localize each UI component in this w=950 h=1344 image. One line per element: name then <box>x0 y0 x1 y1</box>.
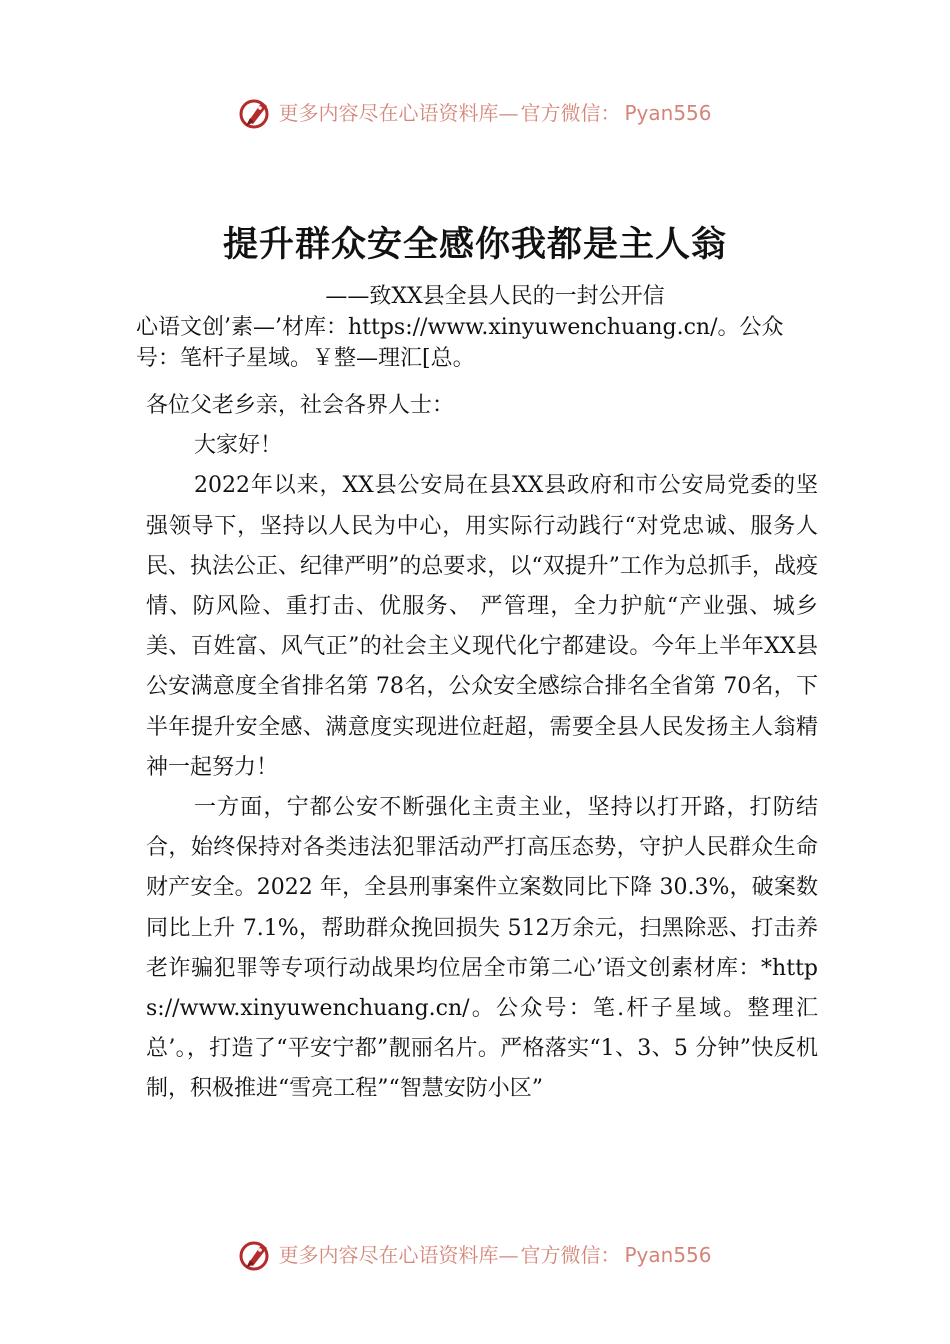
greeting: 大家好！ <box>194 433 283 459</box>
header-banner <box>0 96 950 130</box>
footer-banner <box>0 1238 950 1272</box>
banner-wechat-id: Pyan556 <box>624 1243 712 1267</box>
banner-wechat-label: 官方微信： <box>520 101 621 125</box>
salutation: 各位父老乡亲，社会各界人士： <box>146 393 455 418</box>
source-note: 心语文创’素—’材库：https://www.xinyuwenchuang.cn/。公众号：笔杆子星域。￥整—理汇[总。 <box>136 315 784 371</box>
paragraph: 一方面，宁都公安不断强化主责主业，坚持以打开路，打防结合，始终保持对各类违法犯罪活动严打高压态势，守护人民群众生命财产安全。2022 年，全县刑事案件立案数同比下降 30.3%，破案数同比上升 7.1%，帮助群众挽回损失 512万余元，扫黑除恶、打击养老诈骗犯罪等专项行动战果均位居全市第二心’语文创素材库：*https://www.xinyuwenchuang.cn/。公众号：笔.杆子星域。整理汇总’。，打造了“平安宁都”靓丽名片。严格落实“1、3、5 分钟”快反机制，积极推进“雪亮工程”“智慧安防小区” <box>146 795 818 1102</box>
document-title: 提升群众安全感你我都是主人翁 <box>222 224 727 265</box>
banner-main-text: 更多内容尽在心语资料库— <box>278 1243 519 1267</box>
document-subtitle: ——致XX县全县人民的一封公开信 <box>325 284 665 309</box>
banner-wechat-label: 官方微信： <box>520 1243 621 1267</box>
document-body <box>146 386 818 1110</box>
paragraph: 2022年以来，XX县公安局在县XX县政府和市公安局党委的坚强领导下，坚持以人民为中心，用实际行动践行“对党忠诚、服务人民、执法公正、纪律严明”的总要求，以“双提升”工作为总抓手，战疫情、防风险、重打击、优服务、 严管理，全力护航“产业强、城乡美、百姓富、风气正”的社会主义现代化宁都建设。今年上半年XX县公安满意度全省排名第 78名，公众安全感综合排名全省第 70名，下半年提升安全感、满意度实现进位赶超，需要全县人民发扬主人翁精神一起努力！ <box>146 473 818 780</box>
banner-wechat-id: Pyan556 <box>624 101 712 125</box>
pen-nib-logo-icon <box>238 96 272 130</box>
banner-main-text: 更多内容尽在心语资料库— <box>278 101 519 125</box>
pen-nib-logo-icon <box>238 1238 272 1272</box>
